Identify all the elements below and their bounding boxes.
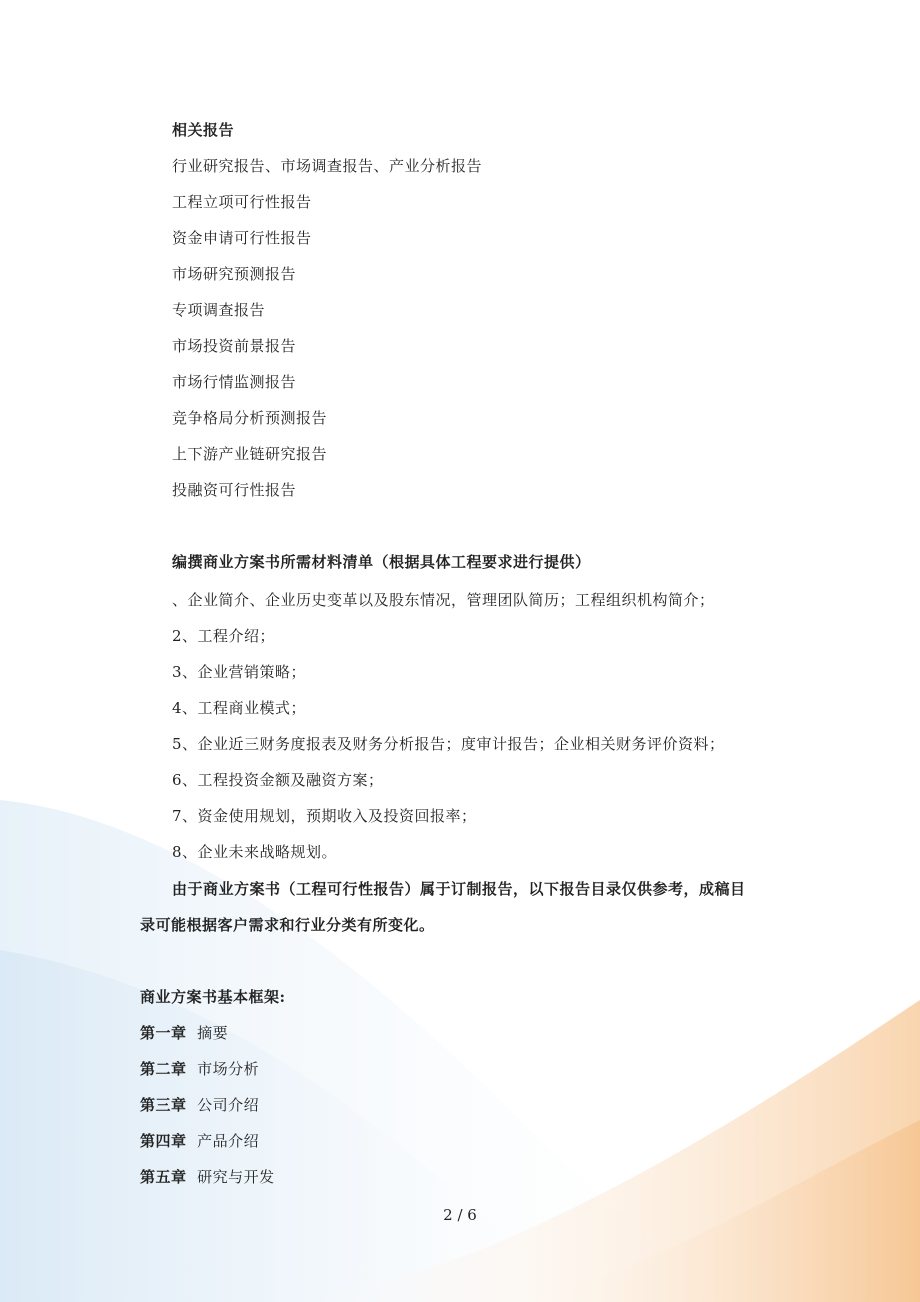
related-report-item: 专项调查报告 [172, 301, 266, 319]
chapter-number: 第四章 [140, 1132, 187, 1150]
chapter-title: 市场分析 [197, 1060, 260, 1078]
chapter-row [140, 1023, 228, 1043]
materials-heading: 编撰商业方案书所需材料清单（根据具体工程要求进行提供） [172, 553, 591, 571]
chapter-title: 研究与开发 [197, 1168, 275, 1186]
chapter-row [140, 1059, 259, 1079]
chapter-title: 产品介绍 [197, 1132, 260, 1150]
framework-heading: 商业方案书基本框架: [140, 988, 286, 1006]
related-report-item: 行业研究报告、市场调查报告、产业分析报告 [172, 157, 483, 175]
materials-item: 5、企业近三财务度报表及财务分析报告；度审计报告；企业相关财务评价资料； [172, 735, 725, 753]
page-number: 2 / 6 [443, 1206, 477, 1224]
related-report-item: 工程立项可行性报告 [172, 193, 312, 211]
materials-item: 7、资金使用规划，预期收入及投资回报率； [172, 807, 477, 825]
materials-item: 8、企业未来战略规划。 [172, 843, 338, 861]
materials-item: 、企业简介、企业历史变革以及股东情况，管理团队简历；工程组织机构简介； [172, 591, 715, 609]
related-report-item: 上下游产业链研究报告 [172, 445, 328, 463]
materials-item: 3、企业营销策略； [172, 663, 307, 681]
related-report-item: 市场行情监测报告 [172, 373, 297, 391]
related-report-item: 投融资可行性报告 [172, 481, 297, 499]
chapter-row [140, 1131, 259, 1151]
note-paragraph-line-2: 录可能根据客户需求和行业分类有所变化。 [140, 916, 435, 934]
materials-item: 4、工程商业模式； [172, 699, 307, 717]
chapter-number: 第五章 [140, 1168, 187, 1186]
related-report-item: 市场研究预测报告 [172, 265, 297, 283]
chapter-number: 第三章 [140, 1096, 187, 1114]
chapter-row [140, 1095, 259, 1115]
note-paragraph-line-1: 由于商业方案书（工程可行性报告）属于订制报告，以下报告目录仅供参考，成稿目 [172, 880, 746, 898]
chapter-title: 公司介绍 [197, 1096, 260, 1114]
materials-item: 6、工程投资金额及融资方案； [172, 771, 384, 789]
related-reports-heading: 相关报告 [172, 121, 235, 139]
related-report-item: 资金申请可行性报告 [172, 229, 312, 247]
materials-item: 2、工程介绍； [172, 627, 276, 645]
chapter-title: 摘要 [197, 1024, 229, 1042]
related-report-item: 竞争格局分析预测报告 [172, 409, 328, 427]
chapter-number: 第二章 [140, 1060, 187, 1078]
chapter-row [140, 1167, 275, 1187]
chapter-number: 第一章 [140, 1024, 187, 1042]
related-report-item: 市场投资前景报告 [172, 337, 297, 355]
